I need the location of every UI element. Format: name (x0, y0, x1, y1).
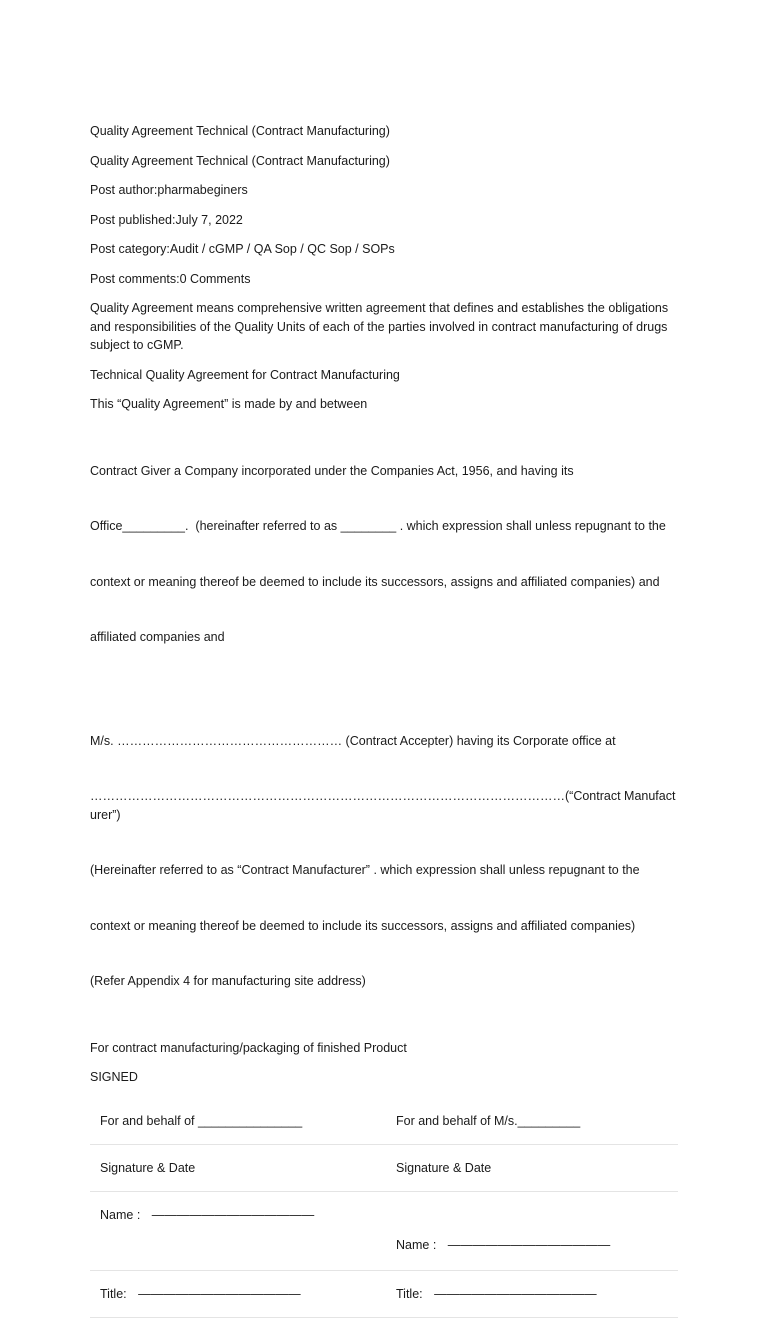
post-author: Post author:pharmabeginers (90, 183, 248, 197)
signature-right-text: Signature & Date (396, 1160, 492, 1175)
signature-table (90, 1098, 678, 1318)
table-row (90, 1098, 678, 1145)
title-right-line: ————————————— (434, 1286, 597, 1301)
title-right-cell (384, 1270, 678, 1317)
name-left-cell (90, 1191, 384, 1270)
contract-manufacturer-line: context or meaning thereof be deemed to include its successors, assigns and affiliated companies) (90, 918, 636, 933)
signature-left-cell (90, 1144, 384, 1191)
signature-right-cell (384, 1144, 678, 1191)
name-right-line: ————————————— (447, 1237, 611, 1252)
post-category: Post category:Audit / cGMP / QA Sop / QC Sop / SOPs (90, 242, 395, 256)
post-comments: Post comments:0 Comments (90, 271, 251, 286)
contract-manufacturer-line: (Hereinafter referred to as “Contract Manufacturer” . which expression shall unless repugnant to the (90, 863, 640, 877)
name-left-label: Name : (100, 1207, 141, 1222)
signature-left-text: Signature & Date (100, 1160, 196, 1175)
table-row (90, 1270, 678, 1317)
behalf-right-cell (384, 1098, 678, 1145)
post-published: Post published:July 7, 2022 (90, 212, 243, 227)
contract-manufacturer-line: ……………………………………………………………………………………………………(“Contract Manufacturer”) (90, 789, 676, 822)
contract-giver-paragraph (90, 425, 678, 684)
contract-manufacturer-line: (Refer Appendix 4 for manufacturing site address) (90, 974, 366, 988)
purpose-statement: For contract manufacturing/packaging of finished Product (90, 1040, 407, 1055)
made-by-statement: This “Quality Agreement” is made by and between (90, 397, 368, 411)
contract-giver-line: context or meaning thereof be deemed to include its successors, assigns and affiliated companies) and (90, 574, 660, 589)
name-right-cell (384, 1191, 678, 1270)
behalf-left-text: For and behalf of _______________ (100, 1113, 303, 1128)
contract-giver-line: Office_________. (hereinafter referred to as ________ . which expression shall unless repugnant to the (90, 519, 666, 533)
document-title-repeat: Quality Agreement Technical (Contract Manufacturing) (90, 153, 390, 168)
title-left-label: Title: (100, 1286, 127, 1301)
definition-paragraph: Quality Agreement means comprehensive written agreement that defines and establishes the obligations and responsibilities of the Quality Units of each of the parties involved in contract manufacturing of drugs subject to cGMP. (90, 301, 672, 352)
behalf-right-text: For and behalf of M/s._________ (396, 1113, 581, 1128)
document-title: Quality Agreement Technical (Contract Manufacturing) (90, 124, 390, 138)
table-row (90, 1191, 678, 1270)
contract-manufacturer-paragraph (90, 695, 678, 1028)
contract-manufacturer-line: M/s. ……………………………………………… (Contract Accepter) having its Corporate office at (90, 733, 616, 748)
name-right-label: Name : (396, 1237, 437, 1252)
title-left-cell (90, 1270, 384, 1317)
title-left-line: ————————————— (138, 1286, 301, 1301)
behalf-left-cell (90, 1098, 384, 1145)
signed-label: SIGNED (90, 1070, 138, 1084)
contract-giver-line: affiliated companies and (90, 630, 225, 644)
contract-giver-line: Contract Giver a Company incorporated under the Companies Act, 1956, and having its (90, 463, 574, 478)
name-left-line: ————————————— (151, 1207, 315, 1222)
section-heading: Technical Quality Agreement for Contract Manufacturing (90, 367, 400, 382)
title-right-label: Title: (396, 1286, 423, 1301)
table-row (90, 1144, 678, 1191)
